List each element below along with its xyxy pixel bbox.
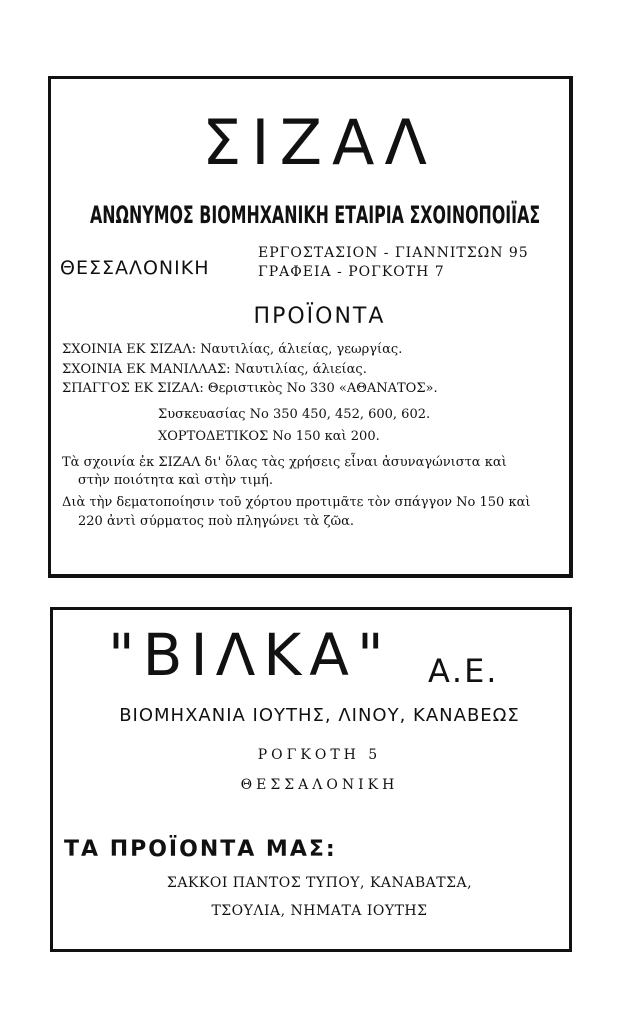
vilka-brand-title: "ΒΙΛΚΑ" — [108, 621, 392, 689]
sizal-product-line: ΣΧΟΙΝΙΑ ΕΚ ΣΙΖΑΛ: Ναυτιλίας, άλιείας, γεωργίας. — [62, 342, 403, 357]
sizal-paragraph-line: 220 ἀντὶ σύρματος ποὺ πληγώνει τὰ ζῶα. — [78, 514, 355, 529]
sizal-city: ΘΕΣΣΑΛΟΝΙΚΗ — [60, 257, 210, 279]
vilka-company-name: ΒΙΟΜΗΧΑΝΙΑ ΙΟΥΤΗΣ, ΛΙΝΟΥ, ΚΑΝΑΒΕΩΣ — [119, 705, 520, 726]
sizal-product-line: Συσκευασίας Νο 350 450, 452, 600, 602. — [158, 407, 431, 422]
sizal-address-offices: ΓΡΑΦΕΙΑ - ΡΟΓΚΟΤΗ 7 — [258, 264, 445, 280]
sizal-product-line: ΣΧΟΙΝΙΑ ΕΚ ΜΑΝΙΛΛΑΣ: Ναυτιλίας, άλιείας. — [62, 362, 367, 377]
vilka-products-line: ΣΑΚΚΟΙ ΠΑΝΤΟΣ ΤΥΠΟΥ, ΚΑΝΑΒΑΤΣΑ, — [166, 875, 473, 891]
sizal-brand-title: ΣΙΖΑΛ — [202, 106, 437, 179]
sizal-paragraph-line: Διὰ τὴν δεματοποίησιν τοῦ χόρτου προτιμᾶτε τὸν σπάγγον Νο 150 καὶ — [62, 495, 531, 510]
vilka-street: ΡΟΓΚΟΤΗ 5 — [257, 747, 382, 763]
vilka-city: ΘΕΣΣΑΛΟΝΙΚΗ — [240, 777, 399, 793]
sizal-product-line: ΧΟΡΤΟΔΕΤΙΚΟΣ Νο 150 καὶ 200. — [158, 429, 380, 444]
sizal-paragraph-line: Τὰ σχοινία ἐκ ΣΙΖΑΛ δι' ὅλας τὰς χρήσεις εἶναι ἀσυναγώνιστα καὶ — [62, 455, 507, 470]
sizal-address-factory: ΕΡΓΟΣΤΑΣΙΟΝ - ΓΙΑΝΝΙΤΣΩΝ 95 — [258, 245, 529, 261]
sizal-paragraph-line: στὴν ποιότητα καὶ στὴν τιμή. — [78, 473, 273, 488]
vilka-products-line: ΤΣΟΥΛΙΑ, ΝΗΜΑΤΑ ΙΟΥΤΗΣ — [211, 903, 428, 919]
sizal-products-heading: ΠΡΟΪΟΝΤΑ — [253, 304, 386, 329]
vilka-products-heading: ΤΑ ΠΡΟΪΟΝΤΑ ΜΑΣ: — [64, 837, 337, 862]
vilka-brand-suffix: Α.Ε. — [428, 652, 499, 690]
sizal-product-line: ΣΠΑΓΓΟΣ ΕΚ ΣΙΖΑΛ: Θεριστικὸς Νο 330 «ΑΘΑΝΑΤΟΣ». — [62, 381, 438, 396]
sizal-company-name: ΑΝΩΝΥΜΟΣ ΒΙΟΜΗΧΑΝΙΚΗ ΕΤΑΙΡΙΑ ΣΧΟΙΝΟΠΟΙΪΑΣ — [90, 201, 541, 229]
